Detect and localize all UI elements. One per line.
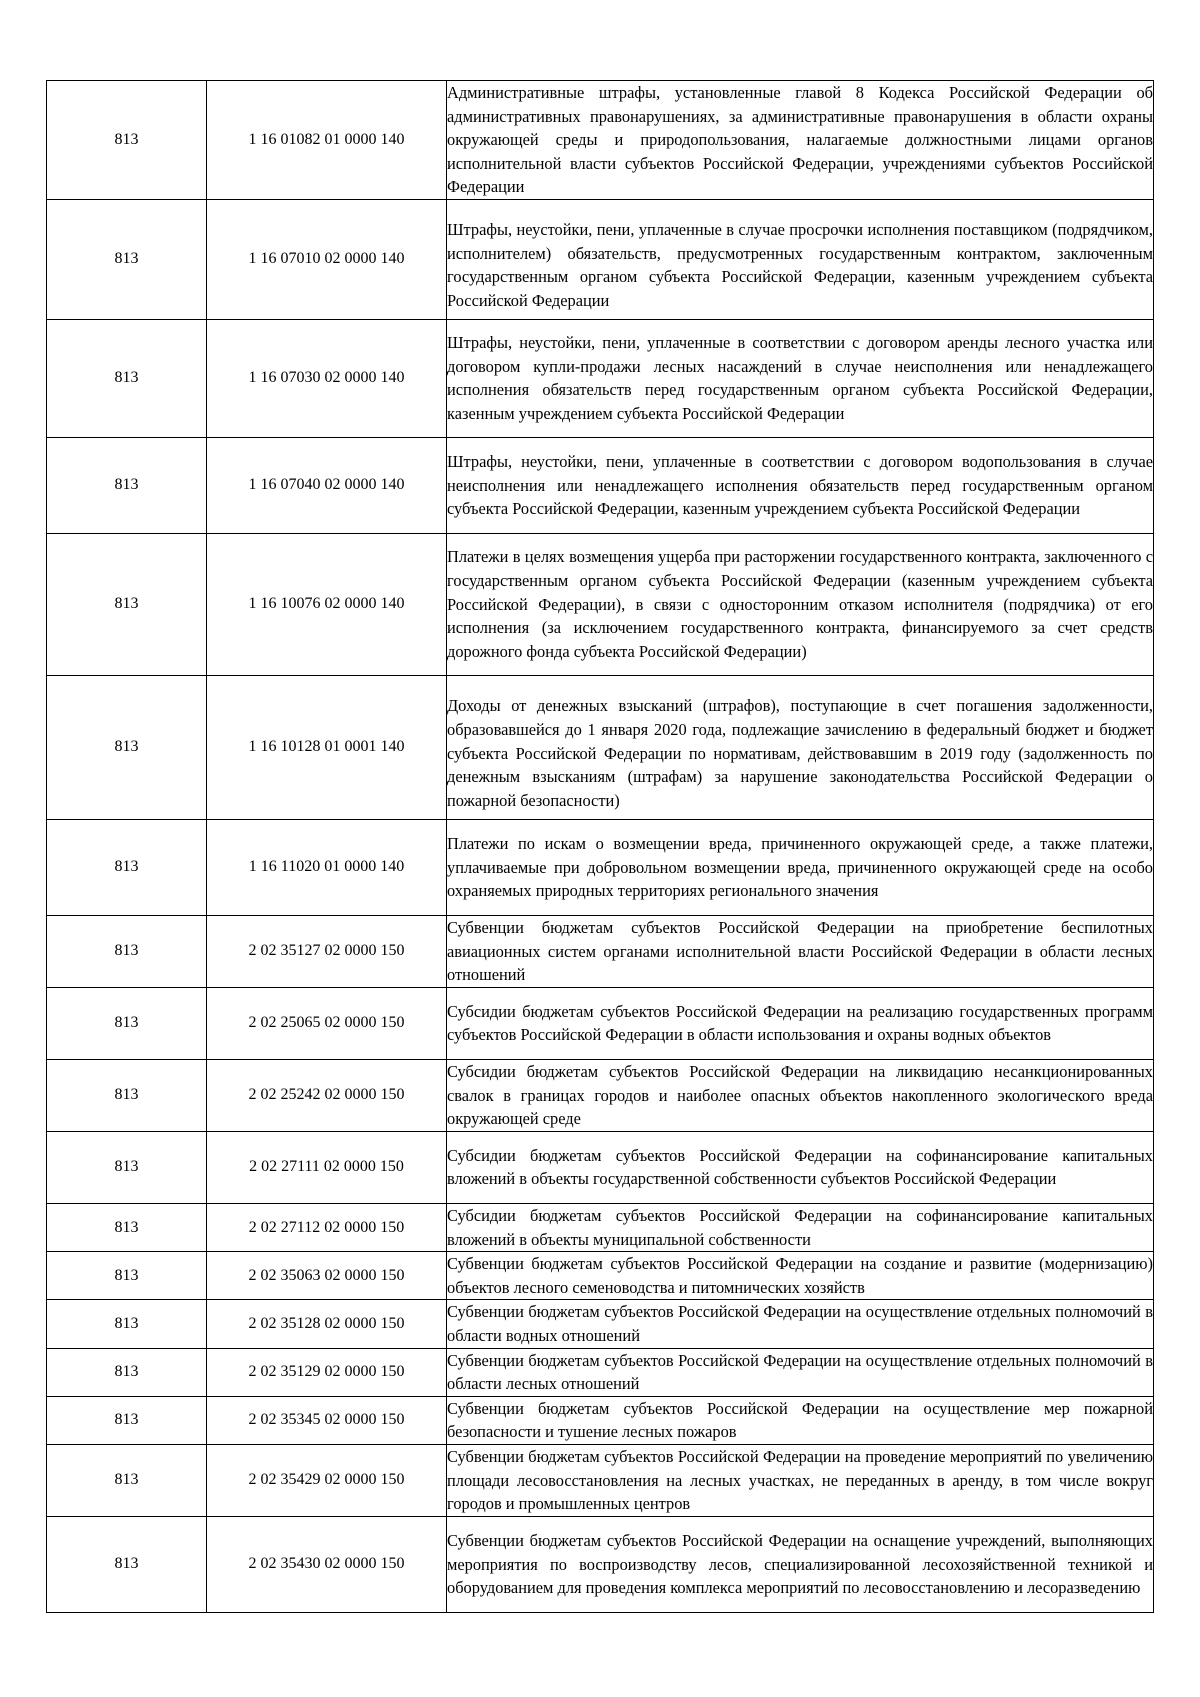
budget-code-cell: 2 02 35429 02 0000 150 <box>207 1444 447 1516</box>
table-row <box>47 1131 1154 1203</box>
table-row <box>47 1059 1154 1131</box>
description-cell: Субвенции бюджетам субъектов Российской Федерации на проведение мероприятий по увеличению площади лесовосстановления на лесных участках, не переданных в аренду, в том числе вокруг городов и промышленных центров <box>447 1444 1154 1516</box>
description-cell: Штрафы, неустойки, пени, уплаченные в соответствии с договором водопользования в случае неисполнения или ненадлежащего исполнения обязательств перед государственным органом субъекта Российской Федерации, казенным учреждением субъекта Российской Федерации <box>447 437 1154 533</box>
budget-code-cell: 1 16 07040 02 0000 140 <box>207 437 447 533</box>
admin-code-cell: 813 <box>47 1396 207 1444</box>
description-cell: Субвенции бюджетам субъектов Российской Федерации на осуществление мер пожарной безопасности и тушение лесных пожаров <box>447 1396 1154 1444</box>
description-cell: Платежи в целях возмещения ущерба при расторжении государственного контракта, заключенного с государственным органом субъекта Российской Федерации (казенным учреждением субъекта Российской Федерации), в связи с односторонним отказом исполнителя (подрядчика) от его исполнения (за исключением государственного контракта, финансируемого за счет средств дорожного фонда субъекта Российской Федерации) <box>447 533 1154 675</box>
table-row <box>47 1252 1154 1300</box>
table-row <box>47 1348 1154 1396</box>
budget-code-cell: 2 02 35430 02 0000 150 <box>207 1516 447 1612</box>
budget-code-cell: 2 02 35129 02 0000 150 <box>207 1348 447 1396</box>
description-cell: Субсидии бюджетам субъектов Российской Федерации на софинансирование капитальных вложений в объекты государственной собственности субъектов Российской Федерации <box>447 1131 1154 1203</box>
admin-code-cell: 813 <box>47 915 207 987</box>
budget-code-cell: 2 02 25065 02 0000 150 <box>207 987 447 1059</box>
description-cell: Субсидии бюджетам субъектов Российской Федерации на софинансирование капитальных вложений в объекты муниципальной собственности <box>447 1203 1154 1251</box>
table-row <box>47 319 1154 437</box>
table-row <box>47 1396 1154 1444</box>
budget-code-cell: 2 02 27111 02 0000 150 <box>207 1131 447 1203</box>
table-row <box>47 819 1154 915</box>
budget-code-cell: 1 16 07010 02 0000 140 <box>207 199 447 319</box>
budget-code-cell: 2 02 35345 02 0000 150 <box>207 1396 447 1444</box>
admin-code-cell: 813 <box>47 1131 207 1203</box>
admin-code-cell: 813 <box>47 319 207 437</box>
budget-code-cell: 2 02 35127 02 0000 150 <box>207 915 447 987</box>
admin-code-cell: 813 <box>47 1059 207 1131</box>
description-cell: Субвенции бюджетам субъектов Российской Федерации на оснащение учреждений, выполняющих мероприятия по воспроизводству лесов, специализированной лесохозяйственной техникой и оборудованием для проведения комплекса мероприятий по лесовосстановлению и лесоразведению <box>447 1516 1154 1612</box>
admin-code-cell: 813 <box>47 819 207 915</box>
table-row <box>47 437 1154 533</box>
budget-code-cell: 1 16 07030 02 0000 140 <box>207 319 447 437</box>
admin-code-cell: 813 <box>47 1203 207 1251</box>
table-row <box>47 675 1154 819</box>
admin-code-cell: 813 <box>47 1300 207 1348</box>
revenue-codes-table <box>46 80 1154 1613</box>
budget-code-cell: 1 16 10128 01 0001 140 <box>207 675 447 819</box>
description-cell: Субсидии бюджетам субъектов Российской Федерации на ликвидацию несанкционированных свалок в границах городов и наиболее опасных объектов накопленного экологического вреда окружающей среде <box>447 1059 1154 1131</box>
description-cell: Административные штрафы, установленные главой 8 Кодекса Российской Федерации об административных правонарушениях, за административные правонарушения в области охраны окружающей среды и природопользования, налагаемые должностными лицами органов исполнительной власти субъектов Российской Федерации, учреждениями субъектов Российской Федерации <box>447 81 1154 200</box>
table-row <box>47 199 1154 319</box>
admin-code-cell: 813 <box>47 437 207 533</box>
table-row <box>47 81 1154 200</box>
description-cell: Субвенции бюджетам субъектов Российской Федерации на приобретение беспилотных авиационных систем органами исполнительной власти Российской Федерации в области лесных отношений <box>447 915 1154 987</box>
budget-code-cell: 2 02 25242 02 0000 150 <box>207 1059 447 1131</box>
description-cell: Доходы от денежных взысканий (штрафов), поступающие в счет погашения задолженности, образовавшейся до 1 января 2020 года, подлежащие зачислению в федеральный бюджет и бюджет субъекта Российской Федерации по нормативам, действовавшим в 2019 году (задолженность по денежным взысканиям (штрафам) за нарушение законодательства Российской Федерации о пожарной безопасности) <box>447 675 1154 819</box>
description-cell: Субвенции бюджетам субъектов Российской Федерации на осуществление отдельных полномочий в области лесных отношений <box>447 1348 1154 1396</box>
table-row <box>47 987 1154 1059</box>
description-cell: Субсидии бюджетам субъектов Российской Федерации на реализацию государственных программ субъектов Российской Федерации в области использования и охраны водных объектов <box>447 987 1154 1059</box>
description-cell: Платежи по искам о возмещении вреда, причиненного окружающей среде, а также платежи, уплачиваемые при добровольном возмещении вреда, причиненного окружающей среде на особо охраняемых природных территориях регионального значения <box>447 819 1154 915</box>
description-cell: Субвенции бюджетам субъектов Российской Федерации на создание и развитие (модернизацию) объектов лесного семеноводства и питомнических хозяйств <box>447 1252 1154 1300</box>
admin-code-cell: 813 <box>47 1252 207 1300</box>
description-cell: Субвенции бюджетам субъектов Российской Федерации на осуществление отдельных полномочий в области водных отношений <box>447 1300 1154 1348</box>
admin-code-cell: 813 <box>47 1444 207 1516</box>
admin-code-cell: 813 <box>47 1516 207 1612</box>
admin-code-cell: 813 <box>47 81 207 200</box>
budget-code-cell: 1 16 10076 02 0000 140 <box>207 533 447 675</box>
budget-code-cell: 2 02 35063 02 0000 150 <box>207 1252 447 1300</box>
table-row <box>47 533 1154 675</box>
table-row <box>47 1300 1154 1348</box>
description-cell: Штрафы, неустойки, пени, уплаченные в случае просрочки исполнения поставщиком (подрядчиком, исполнителем) обязательств, предусмотренных государственным контрактом, заключенным государственным органом субъекта Российской Федерации, казенным учреждением субъекта Российской Федерации <box>447 199 1154 319</box>
budget-code-cell: 2 02 27112 02 0000 150 <box>207 1203 447 1251</box>
admin-code-cell: 813 <box>47 987 207 1059</box>
admin-code-cell: 813 <box>47 1348 207 1396</box>
description-cell: Штрафы, неустойки, пени, уплаченные в соответствии с договором аренды лесного участка или договором купли-продажи лесных насаждений в случае неисполнения или ненадлежащего исполнения обязательств перед государственным органом субъекта Российской Федерации, казенным учреждением субъекта Российской Федерации <box>447 319 1154 437</box>
budget-code-cell: 1 16 01082 01 0000 140 <box>207 81 447 200</box>
table-row <box>47 915 1154 987</box>
table-row <box>47 1444 1154 1516</box>
table-row <box>47 1516 1154 1612</box>
admin-code-cell: 813 <box>47 533 207 675</box>
budget-code-cell: 1 16 11020 01 0000 140 <box>207 819 447 915</box>
table-row <box>47 1203 1154 1251</box>
budget-code-cell: 2 02 35128 02 0000 150 <box>207 1300 447 1348</box>
admin-code-cell: 813 <box>47 675 207 819</box>
admin-code-cell: 813 <box>47 199 207 319</box>
